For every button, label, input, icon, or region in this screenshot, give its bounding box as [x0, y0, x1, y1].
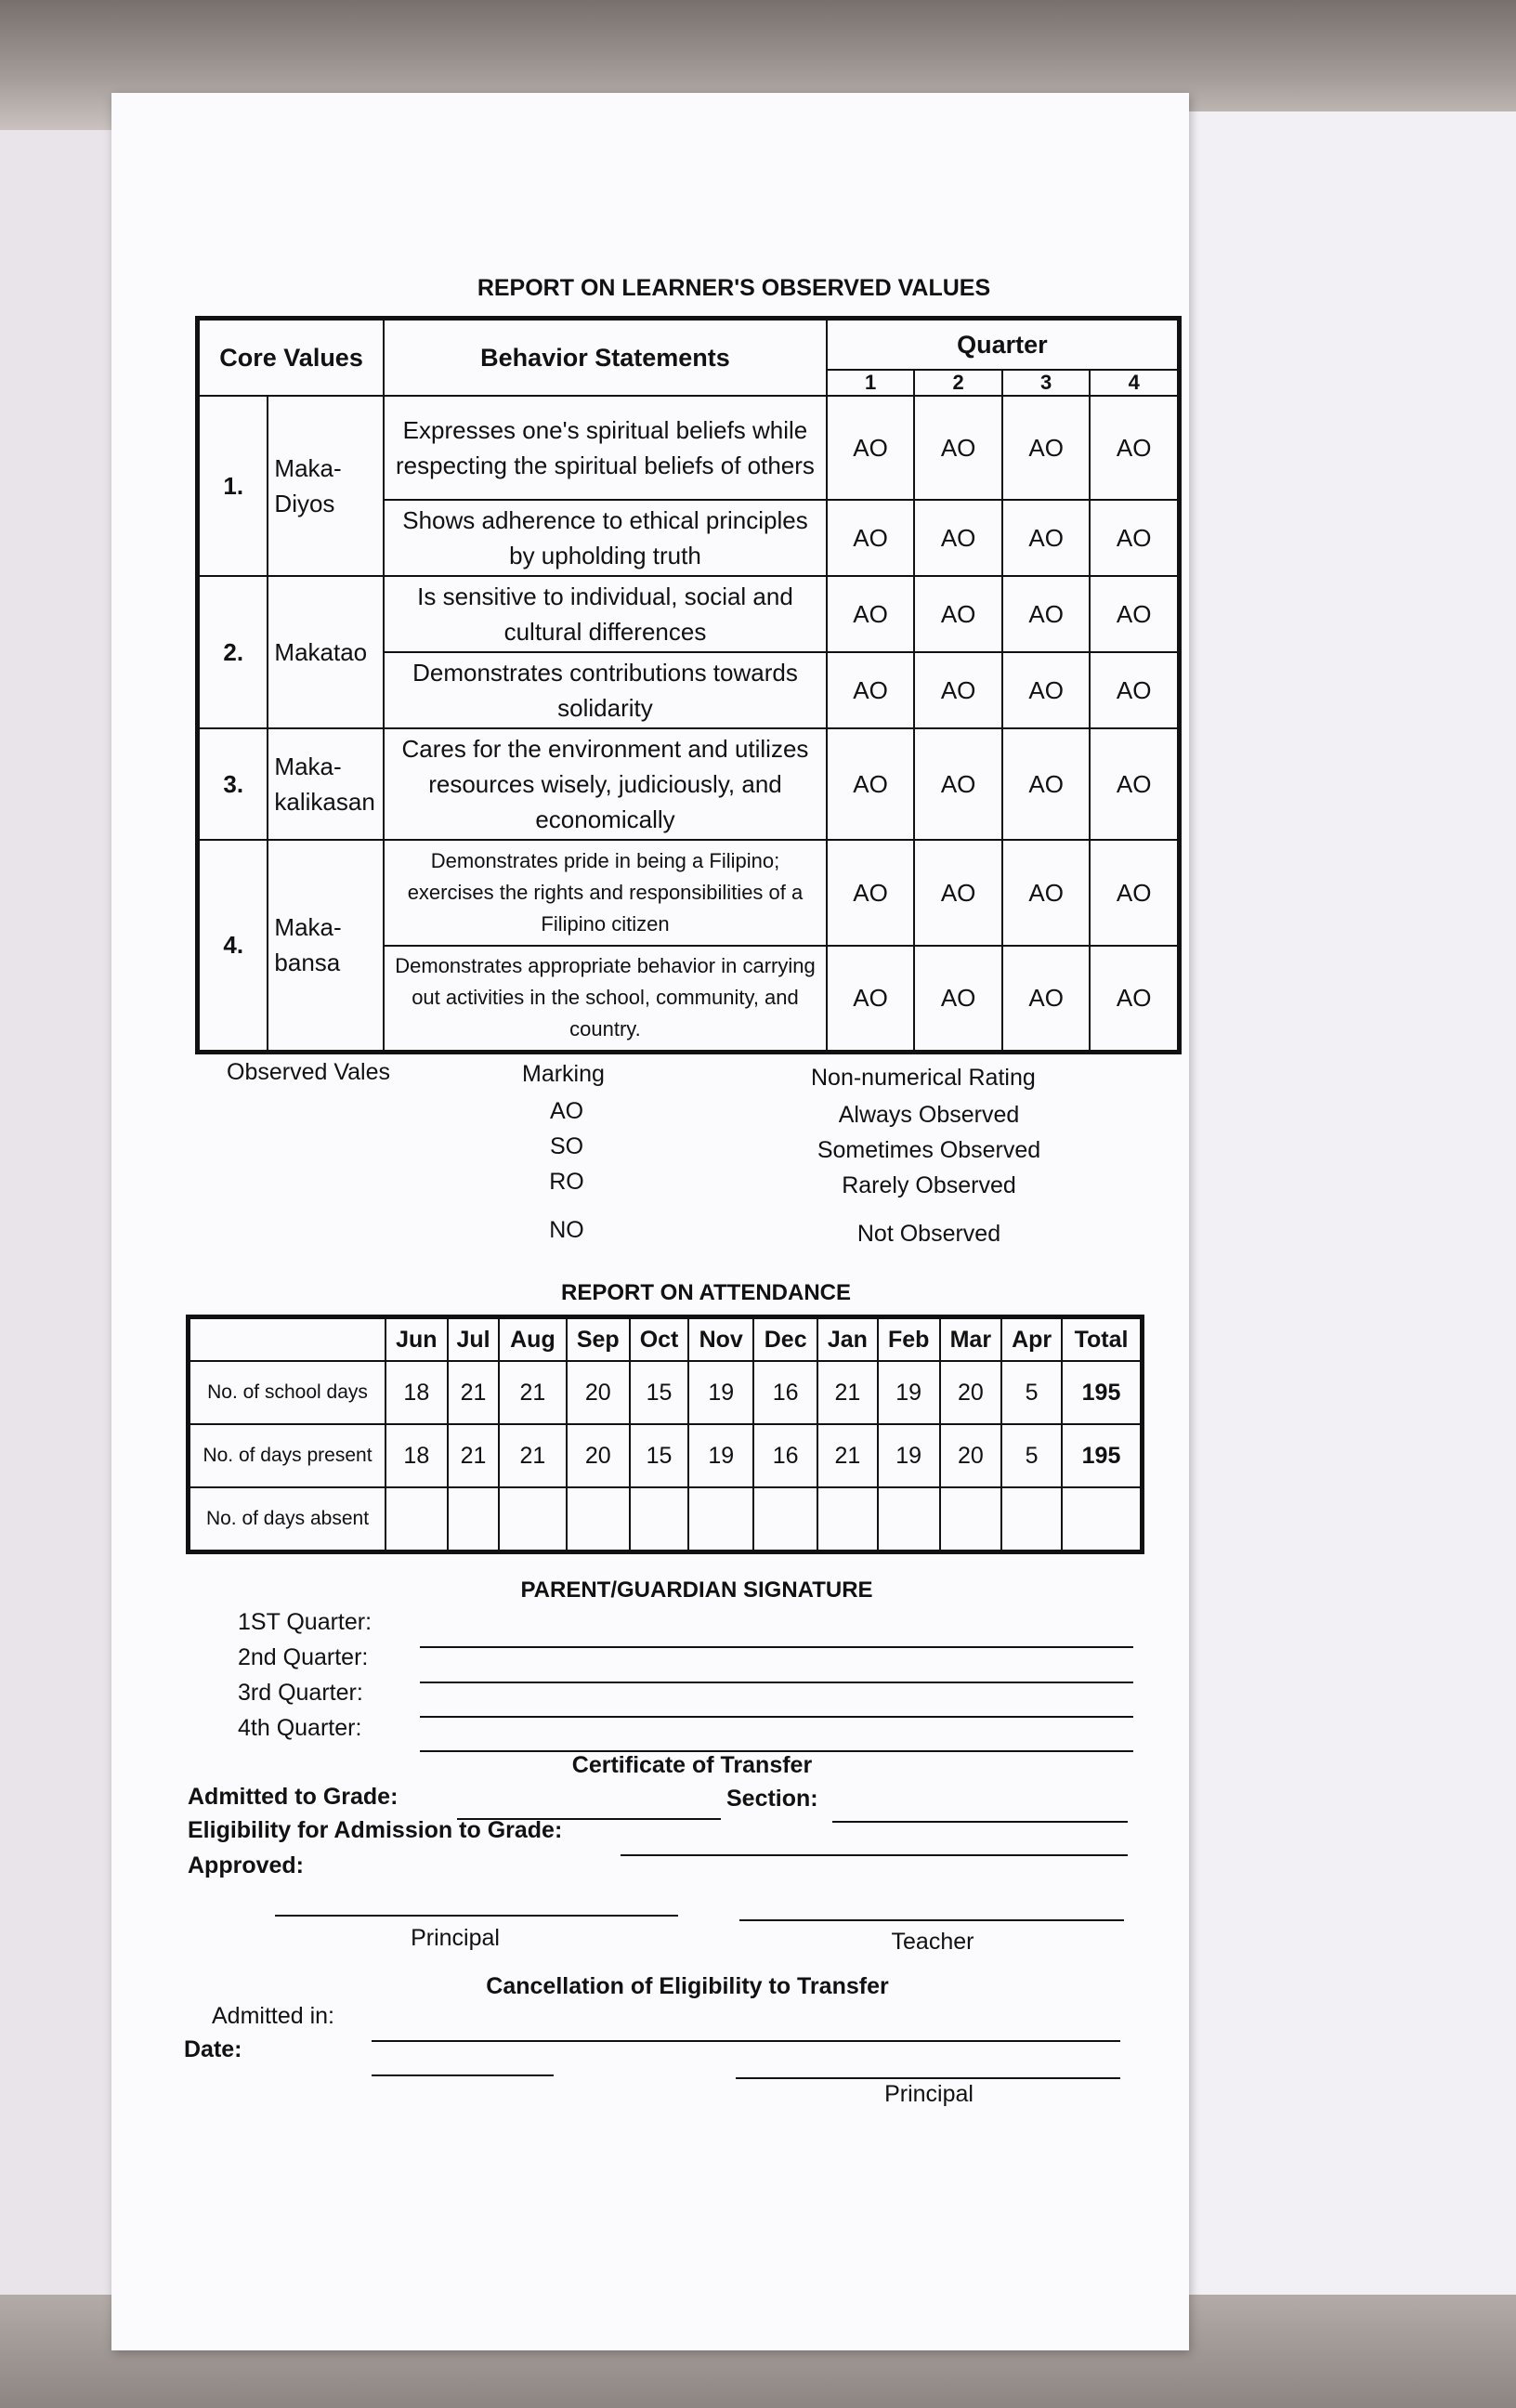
attendance-title: REPORT ON ATTENDANCE: [561, 1280, 851, 1305]
legend-rating: Not Observed: [856, 1221, 1001, 1247]
transfer-title: Certificate of Transfer: [571, 1752, 813, 1778]
quarter-mark: AO: [1090, 946, 1179, 1052]
table-row: [189, 1361, 1143, 1424]
attendance-cell: [940, 1487, 1002, 1552]
core-value-number: 3.: [198, 728, 268, 840]
attendance-total: 195: [1062, 1424, 1142, 1487]
month-header: Dec: [753, 1317, 817, 1362]
quarter-mark: AO: [827, 500, 915, 576]
quarter-mark: AO: [1090, 652, 1179, 728]
attendance-cell: 19: [688, 1361, 753, 1424]
behavior-statement: Demonstrates contributions towards solidarity: [384, 652, 827, 728]
attendance-cell: 21: [817, 1424, 878, 1487]
signature-quarter-label: 3rd Quarter:: [238, 1680, 363, 1706]
attendance-cell: [1001, 1487, 1062, 1552]
eligibility-line[interactable]: [621, 1854, 1128, 1856]
teacher-signature-line[interactable]: [739, 1919, 1124, 1921]
quarter-mark: AO: [1002, 728, 1091, 840]
quarter-3-header: 3: [1002, 370, 1091, 396]
legend-rating-label: Non-numerical Rating: [811, 1065, 1036, 1091]
date-label: Date:: [184, 2036, 242, 2062]
quarter-mark: AO: [827, 576, 915, 652]
core-value-name: Maka-kalikasan: [268, 728, 384, 840]
behavior-statement: Expresses one's spiritual beliefs while respecting the spiritual beliefs of others: [384, 396, 827, 500]
table-row: [198, 840, 1180, 946]
quarter-mark: AO: [914, 652, 1002, 728]
month-header: Mar: [940, 1317, 1002, 1362]
admitted-in-line[interactable]: [372, 2040, 1120, 2042]
observed-values-table: [195, 316, 1182, 1054]
legend-rating: Sometimes Observed: [817, 1137, 1041, 1163]
quarter-mark: AO: [1002, 396, 1091, 500]
legend-marking: AO: [549, 1098, 584, 1124]
attendance-total: 195: [1062, 1361, 1142, 1424]
legend-marking-label: Marking: [522, 1061, 605, 1087]
attendance-cell: 20: [567, 1361, 631, 1424]
attendance-cell: [448, 1487, 500, 1552]
core-value-number: 1.: [198, 396, 268, 576]
signature-quarter-label: 4th Quarter:: [238, 1715, 362, 1741]
attendance-cell: 20: [940, 1361, 1002, 1424]
quarter-4-header: 4: [1090, 370, 1179, 396]
attendance-cell: 18: [386, 1424, 448, 1487]
attendance-cell: [878, 1487, 940, 1552]
attendance-cell: 15: [630, 1424, 688, 1487]
quarter-mark: AO: [914, 396, 1002, 500]
signature-line[interactable]: [420, 1682, 1133, 1683]
date-line[interactable]: [372, 2074, 554, 2076]
attendance-cell: [753, 1487, 817, 1552]
behavior-statement: Cares for the environment and utilizes resources wisely, judiciously, and economically: [384, 728, 827, 840]
cancellation-principal-label: Principal: [884, 2081, 974, 2107]
month-header: Sep: [567, 1317, 631, 1362]
cancellation-principal-line[interactable]: [736, 2077, 1120, 2079]
behavior-statement: Demonstrates pride in being a Filipino; exercises the rights and responsibilities of a Filipino citizen: [384, 840, 827, 946]
table-row: [198, 396, 1180, 500]
values-report-title: REPORT ON LEARNER'S OBSERVED VALUES: [477, 275, 991, 301]
month-header: Oct: [630, 1317, 688, 1362]
quarter-mark: AO: [1090, 728, 1179, 840]
quarter-mark: AO: [1090, 396, 1179, 500]
legend-marking: RO: [549, 1169, 584, 1195]
attendance-cell: [630, 1487, 688, 1552]
table-row: [198, 728, 1180, 840]
signature-quarter-label: 1ST Quarter:: [238, 1609, 372, 1635]
quarter-mark: AO: [827, 728, 915, 840]
admitted-in-label: Admitted in:: [212, 2003, 335, 2029]
quarter-mark: AO: [914, 946, 1002, 1052]
cancellation-title: Cancellation of Eligibility to Transfer: [486, 1973, 889, 1999]
attendance-cell: [499, 1487, 566, 1552]
table-row: [198, 576, 1180, 652]
attendance-cell: 21: [448, 1424, 500, 1487]
attendance-cell: 20: [940, 1424, 1002, 1487]
quarter-mark: AO: [914, 728, 1002, 840]
core-value-name: Makatao: [268, 576, 384, 728]
quarter-mark: AO: [827, 652, 915, 728]
attendance-cell: [567, 1487, 631, 1552]
principal-label: Principal: [411, 1925, 500, 1951]
quarter-2-header: 2: [914, 370, 1002, 396]
attendance-cell: 16: [753, 1424, 817, 1487]
attendance-cell: 19: [878, 1361, 940, 1424]
attendance-cell: 19: [688, 1424, 753, 1487]
month-header: Jul: [448, 1317, 500, 1362]
legend-marking: NO: [549, 1217, 584, 1243]
signature-line[interactable]: [420, 1716, 1133, 1718]
legend-rating: Rarely Observed: [842, 1172, 1016, 1198]
attendance-cell: 21: [448, 1361, 500, 1424]
attendance-cell: 5: [1001, 1424, 1062, 1487]
attendance-cell: [817, 1487, 878, 1552]
quarter-mark: AO: [914, 500, 1002, 576]
legend-marking: SO: [549, 1133, 584, 1159]
quarter-mark: AO: [1002, 946, 1091, 1052]
attendance-cell: 16: [753, 1361, 817, 1424]
core-value-name: Maka-bansa: [268, 840, 384, 1052]
attendance-row-label: No. of school days: [189, 1361, 386, 1424]
signature-quarter-label: 2nd Quarter:: [238, 1644, 369, 1670]
attendance-row-label: No. of days absent: [189, 1487, 386, 1552]
attendance-cell: 5: [1001, 1361, 1062, 1424]
behavior-statement: Demonstrates appropriate behavior in carrying out activities in the school, community, and country.: [384, 946, 827, 1052]
signature-line[interactable]: [420, 1646, 1133, 1648]
behavior-statements-header: Behavior Statements: [384, 319, 827, 397]
legend-rating: Always Observed: [838, 1102, 1020, 1128]
attendance-cell: 21: [499, 1424, 566, 1487]
total-header: Total: [1062, 1317, 1142, 1362]
core-value-number: 2.: [198, 576, 268, 728]
quarter-mark: AO: [1090, 576, 1179, 652]
core-value-name: Maka-Diyos: [268, 396, 384, 576]
month-header: Jan: [817, 1317, 878, 1362]
table-row: [189, 1487, 1143, 1552]
principal-signature-line[interactable]: [275, 1915, 678, 1917]
table-row: [189, 1424, 1143, 1487]
month-header-blank: [189, 1317, 386, 1362]
quarter-mark: AO: [827, 946, 915, 1052]
quarter-header: Quarter: [827, 319, 1180, 371]
admitted-to-grade-label: Admitted to Grade:: [188, 1784, 399, 1810]
month-header: Aug: [499, 1317, 566, 1362]
behavior-statement: Is sensitive to individual, social and cultural differences: [384, 576, 827, 652]
attendance-cell: [688, 1487, 753, 1552]
attendance-cell: 21: [817, 1361, 878, 1424]
approved-label: Approved:: [188, 1852, 304, 1878]
month-header: Jun: [386, 1317, 448, 1362]
attendance-cell: [386, 1487, 448, 1552]
attendance-table: [186, 1315, 1144, 1554]
teacher-label: Teacher: [891, 1929, 974, 1955]
quarter-mark: AO: [1002, 500, 1091, 576]
attendance-cell: 19: [878, 1424, 940, 1487]
quarter-mark: AO: [827, 840, 915, 946]
background-sheet: [1180, 111, 1516, 2304]
quarter-mark: AO: [827, 396, 915, 500]
quarter-mark: AO: [1090, 500, 1179, 576]
quarter-mark: AO: [1002, 840, 1091, 946]
quarter-mark: AO: [914, 576, 1002, 652]
section-label: Section:: [726, 1786, 818, 1812]
month-header: Nov: [688, 1317, 753, 1362]
attendance-cell: 21: [499, 1361, 566, 1424]
attendance-cell: 15: [630, 1361, 688, 1424]
month-header: Apr: [1001, 1317, 1062, 1362]
month-header: Feb: [878, 1317, 940, 1362]
quarter-mark: AO: [1002, 576, 1091, 652]
core-value-number: 4.: [198, 840, 268, 1052]
attendance-row-label: No. of days present: [189, 1424, 386, 1487]
eligibility-label: Eligibility for Admission to Grade:: [188, 1817, 563, 1843]
quarter-1-header: 1: [827, 370, 915, 396]
signature-title: PARENT/GUARDIAN SIGNATURE: [520, 1577, 873, 1603]
quarter-mark: AO: [914, 840, 1002, 946]
background-left: [0, 130, 121, 2295]
attendance-cell: 20: [567, 1424, 631, 1487]
attendance-total: [1062, 1487, 1142, 1552]
attendance-cell: 18: [386, 1361, 448, 1424]
section-line[interactable]: [832, 1821, 1128, 1823]
quarter-mark: AO: [1090, 840, 1179, 946]
legend-observed-values-label: Observed Vales: [227, 1059, 391, 1085]
behavior-statement: Shows adherence to ethical principles by upholding truth: [384, 500, 827, 576]
quarter-mark: AO: [1002, 652, 1091, 728]
core-values-header: Core Values: [198, 319, 385, 397]
